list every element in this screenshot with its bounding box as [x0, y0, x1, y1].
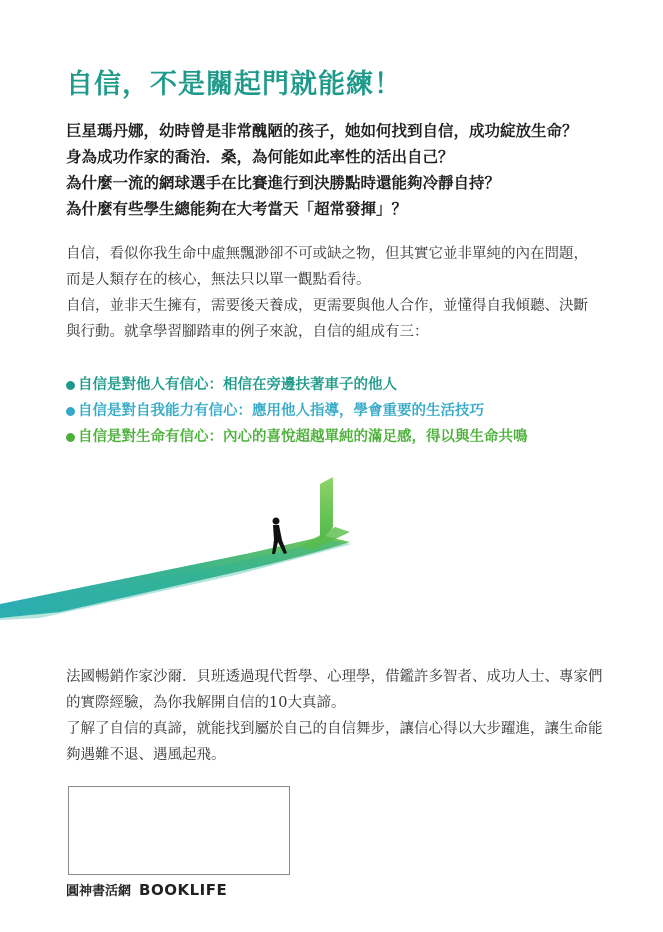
walking-path-illustration [0, 470, 663, 630]
bullet-dot-icon [66, 407, 75, 416]
outro-text [66, 664, 606, 768]
bullet-dot-icon [66, 433, 75, 442]
bullet-list [66, 372, 646, 450]
outro-paragraph: 了解了自信的真諦，就能找到屬於自己的自信舞步，讓信心得以大步躍進，讓生命能夠遇難不退、遇風起飛。 [66, 721, 603, 763]
page-title: 自信，不是關起門就能練！ [66, 69, 402, 100]
publisher-name: 圓神書活網 [66, 884, 132, 899]
bullet-text: 自信是對自我能力有信心：應用他人指導，學會重要的生活技巧 [78, 403, 484, 419]
light-path-glow [0, 540, 352, 620]
question-line: 為什麼一流的網球選手在比賽進行到決勝點時還能夠冷靜自持？ [66, 174, 501, 192]
outro-paragraph: 法國暢銷作家沙爾．貝班透過現代哲學、心理學，借鑑許多智者、成功人士、專家們的實際經驗，為你我解開自信的10大真諦。 [66, 669, 603, 711]
bullet-text: 自信是對他人有信心：相信在旁邊扶著車子的他人 [78, 377, 397, 393]
question-line: 巨星瑪丹娜，幼時曾是非常醜陋的孩子，她如何找到自信，成功綻放生命？ [66, 122, 578, 140]
question-line: 身為成功作家的喬治．桑，為何能如此率性的活出自己？ [66, 148, 454, 166]
publisher-brand: BOOKLIFE [139, 881, 228, 899]
bullet-item [66, 372, 646, 398]
bullet-item [66, 424, 646, 450]
question-list [66, 118, 626, 222]
question-line: 為什麼有些學生總能夠在大考當天「超常發揮」？ [66, 200, 408, 218]
intro-text [66, 241, 601, 345]
bullet-text: 自信是對生命有信心：內心的喜悅超越單純的滿足感，得以與生命共鳴 [78, 429, 528, 445]
bullet-dot-icon [66, 381, 75, 390]
barcode-box [68, 786, 290, 875]
bullet-item [66, 398, 646, 424]
intro-paragraph: 自信，看似你我生命中虛無飄渺卻不可或缺之物，但其實它並非單純的內在問題，而是人類存在的核心，無法只以單一觀點看待。 [66, 246, 588, 288]
publisher-logo [66, 880, 227, 899]
intro-paragraph: 自信，並非天生擁有，需要後天養成，更需要與他人合作，並懂得自我傾聽、決斷與行動。就拿學習腳踏車的例子來說，自信的組成有三： [66, 298, 588, 340]
